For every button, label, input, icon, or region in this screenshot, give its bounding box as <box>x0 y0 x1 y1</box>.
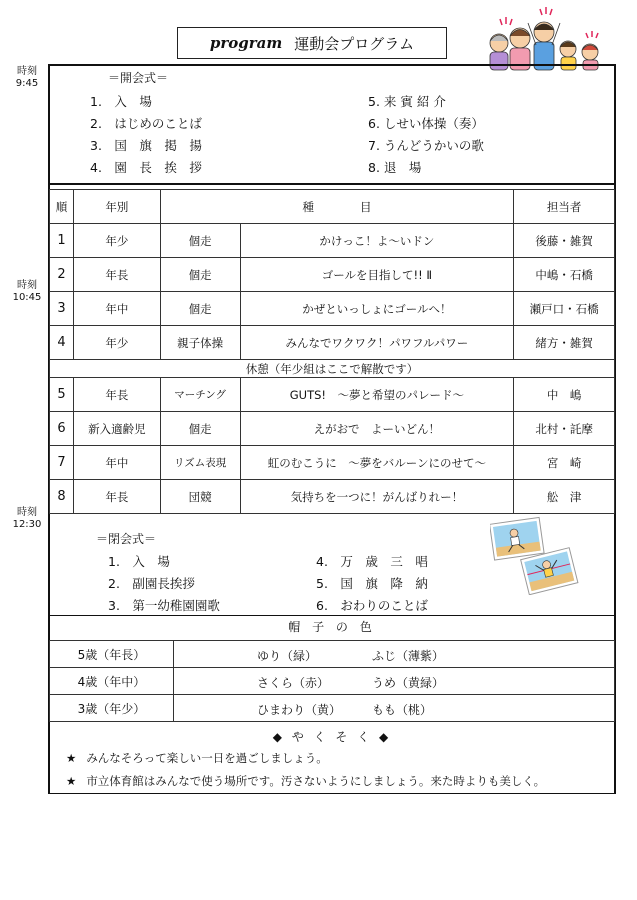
promises-title: ◆ や く そ く ◆ <box>272 730 392 744</box>
hat-color-2: もも（桃） <box>372 703 433 717</box>
time-marker-2 <box>6 280 48 304</box>
row-number: 6 <box>50 412 74 446</box>
title-en: program <box>209 34 283 52</box>
star-icon: ★ <box>66 774 77 788</box>
break-text: 休憩（年少組はここで解散です） <box>50 360 615 378</box>
program-header-row <box>50 190 615 224</box>
row-staff: 中 嶋 <box>514 378 615 412</box>
opening-item: 1. 入 場 <box>90 94 152 109</box>
row-grade: 年中 <box>73 292 160 326</box>
star-icon: ★ <box>66 751 77 765</box>
table-row <box>50 258 615 292</box>
time-marker-1 <box>6 66 48 90</box>
row-number: 5 <box>50 378 74 412</box>
cheering-family-illustration <box>484 5 612 71</box>
opening-item: 7. うんどうかいの歌 <box>368 138 484 153</box>
hat-colors-cell <box>174 695 615 722</box>
table-row <box>50 378 615 412</box>
header-grade: 年別 <box>73 190 160 224</box>
promise-text: 市立体育館はみんなで使う場所です。汚さないようにしましょう。来た時よりも美しく。 <box>86 774 546 788</box>
row-title: かけっこ！よ～いドン <box>240 224 514 258</box>
promise-item <box>66 773 545 789</box>
hat-color-1: さくら（赤） <box>257 676 330 690</box>
header-event: 種 目 <box>160 190 513 224</box>
opening-item: 6. しせい体操（奏） <box>368 116 484 131</box>
title-ja: 運動会プログラム <box>294 34 415 53</box>
row-type: 個走 <box>160 292 240 326</box>
row-staff: 緒方・雑賀 <box>514 326 615 360</box>
row-title: 虹のむこうに ～夢をバルーンにのせて～ <box>240 446 514 480</box>
row-number: 8 <box>50 480 74 514</box>
hat-colors-title: 帽 子 の 色 <box>288 620 376 634</box>
time-marker-3 <box>6 507 48 531</box>
hat-age: 5歳（年長） <box>50 641 174 668</box>
promise-item <box>66 750 328 766</box>
break-row <box>50 360 615 378</box>
row-grade: 年長 <box>73 480 160 514</box>
section-divider <box>48 615 616 616</box>
opening-item: 8. 退 場 <box>368 160 422 175</box>
closing-item: 3. 第一幼稚園園歌 <box>108 598 220 613</box>
row-number: 3 <box>50 292 74 326</box>
time-value: 10:45 <box>12 292 42 303</box>
hat-color-2: うめ（黄緑） <box>372 676 445 690</box>
row-title: えがおで よーいどん！ <box>240 412 514 446</box>
row-number: 7 <box>50 446 74 480</box>
hat-color-1: ひまわり（黄） <box>257 703 342 717</box>
opening-item: 3. 国 旗 掲 揚 <box>90 138 202 153</box>
row-grade: 年少 <box>73 326 160 360</box>
header-order: 順 <box>50 190 74 224</box>
closing-item: 2. 副園長挨拶 <box>108 576 195 591</box>
row-staff: 北村・託摩 <box>514 412 615 446</box>
hat-age: 3歳（年少） <box>50 695 174 722</box>
row-grade: 年長 <box>73 378 160 412</box>
hat-colors-cell <box>174 641 615 668</box>
closing-heading: ＝閉会式＝ <box>96 532 157 546</box>
row-staff: 宮 崎 <box>514 446 615 480</box>
row-grade: 年少 <box>73 224 160 258</box>
row-grade: 新入適齢児 <box>73 412 160 446</box>
closing-item: 4. 万 歳 三 唱 <box>316 554 428 569</box>
time-label: 時刻 <box>17 507 37 518</box>
row-grade: 年長 <box>73 258 160 292</box>
row-title: GUTS! ～夢と希望のパレード～ <box>240 378 514 412</box>
table-row <box>50 446 615 480</box>
opening-heading: ＝開会式＝ <box>108 71 169 85</box>
row-type: 個走 <box>160 224 240 258</box>
row-type: マーチング <box>160 378 240 412</box>
time-label: 時刻 <box>17 280 37 291</box>
page-title <box>177 27 447 59</box>
time-value: 12:30 <box>12 519 42 530</box>
row-type: 団競 <box>160 480 240 514</box>
program-table <box>49 189 615 514</box>
closing-item: 6. おわりのことば <box>316 598 428 613</box>
header-staff: 担当者 <box>514 190 615 224</box>
opening-item: 2. はじめのことば <box>90 116 202 131</box>
opening-item: 4. 園 長 挨 拶 <box>90 160 202 175</box>
hat-age: 4歳（年中） <box>50 668 174 695</box>
section-divider <box>48 183 616 185</box>
table-row <box>50 668 615 695</box>
hat-colors-table <box>49 640 615 722</box>
table-row <box>50 695 615 722</box>
hat-color-2: ふじ（薄紫） <box>372 649 445 663</box>
table-row <box>50 480 615 514</box>
row-staff: 瀬戸口・石橋 <box>514 292 615 326</box>
row-title: ゴールを目指して!! Ⅱ <box>240 258 514 292</box>
row-number: 1 <box>50 224 74 258</box>
table-row <box>50 412 615 446</box>
promise-text: みんなそろって楽しい一日を過ごしましょう。 <box>86 751 328 765</box>
row-staff: 中嶋・石橋 <box>514 258 615 292</box>
row-number: 2 <box>50 258 74 292</box>
row-type: 個走 <box>160 412 240 446</box>
table-row <box>50 292 615 326</box>
row-title: みんなでワクワク！パワフルパワー <box>240 326 514 360</box>
hat-colors-cell <box>174 668 615 695</box>
hat-color-1: ゆり（緑） <box>257 649 318 663</box>
time-value: 9:45 <box>15 78 39 89</box>
row-staff: 舩 津 <box>514 480 615 514</box>
opening-item: 5. 来 賓 紹 介 <box>368 94 446 109</box>
race-photos-illustration <box>490 515 580 595</box>
row-grade: 年中 <box>73 446 160 480</box>
closing-item: 5. 国 旗 降 納 <box>316 576 428 591</box>
row-number: 4 <box>50 326 74 360</box>
row-title: 気持ちを一つに！がんばりれー！ <box>240 480 514 514</box>
row-type: 親子体操 <box>160 326 240 360</box>
table-row <box>50 326 615 360</box>
closing-item: 1. 入 場 <box>108 554 170 569</box>
table-row <box>50 224 615 258</box>
row-type: 個走 <box>160 258 240 292</box>
row-staff: 後藤・雑賀 <box>514 224 615 258</box>
row-title: かぜといっしょにゴールへ！ <box>240 292 514 326</box>
time-label: 時刻 <box>17 66 37 77</box>
row-type: リズム表現 <box>160 446 240 480</box>
table-row <box>50 641 615 668</box>
